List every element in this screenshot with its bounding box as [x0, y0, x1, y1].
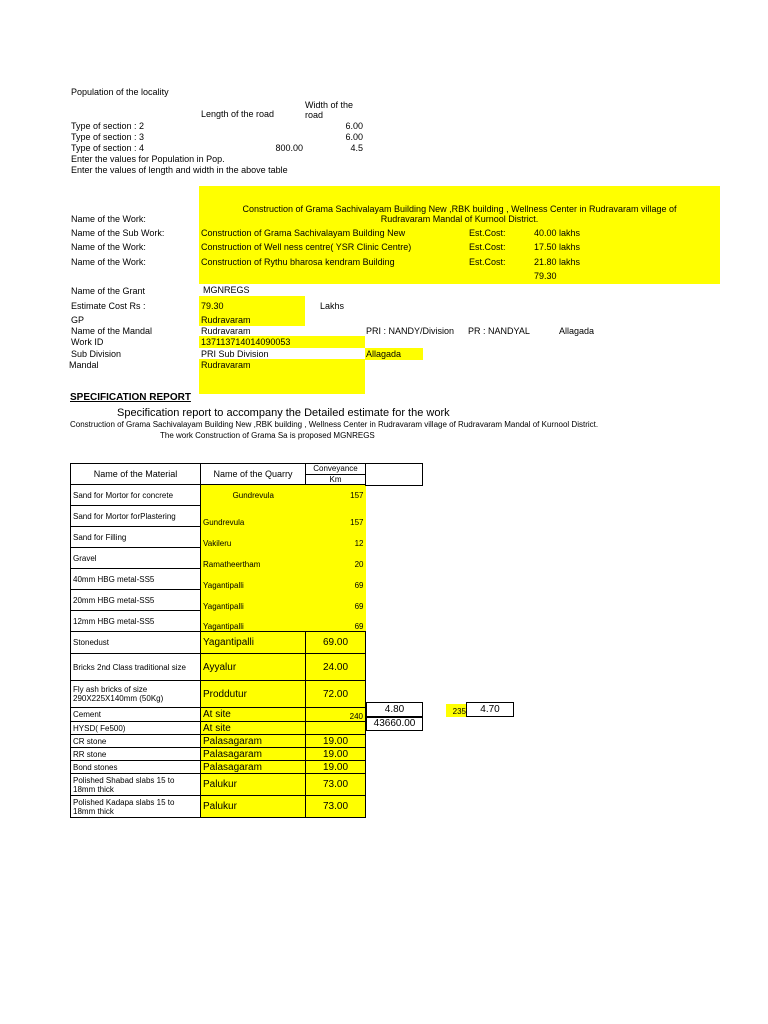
- quarry-name: Ayyalur: [201, 654, 306, 681]
- quarry-name: At site: [201, 708, 306, 722]
- material-name: CR stone: [71, 735, 201, 748]
- table-row: [71, 748, 366, 761]
- conveyance-km: [306, 722, 366, 735]
- est-cost-value: 17.50 lakhs: [534, 242, 581, 252]
- sub-work-label: Name of the Sub Work:: [71, 228, 165, 238]
- material-name: RR stone: [71, 748, 201, 761]
- sub-work-name: Construction of Grama Sachivalayam Building New: [201, 228, 406, 238]
- col-material-header: Name of the Material: [71, 464, 201, 485]
- conveyance-header-extension: [365, 463, 423, 486]
- material-name: Sand for Mortor for concrete: [71, 485, 201, 506]
- section-label: Type of section : 4: [71, 143, 145, 153]
- quarry-name: Palukur: [201, 796, 306, 818]
- quarry-name: Yagantipalli: [201, 611, 306, 632]
- estimate-label: Estimate Cost Rs :: [71, 301, 146, 311]
- cement-secondary-km: 235: [446, 704, 466, 717]
- sub-work-name: Construction of Rythu bharosa kendram Building: [201, 257, 395, 267]
- conveyance-km: 19.00: [306, 748, 366, 761]
- material-name: Sand for Mortor forPlastering: [71, 506, 201, 527]
- quarry-name: At site: [201, 722, 306, 735]
- mandal-value: Rudravaram: [201, 360, 251, 370]
- sub-work-name: Construction of Well ness centre( YSR Clinic Centre): [201, 242, 412, 252]
- cement-secondary-rate-box: 4.70: [466, 702, 514, 717]
- hysd-rate-box: 43660.00: [366, 717, 423, 731]
- mandal-name-value: Rudravaram: [201, 326, 251, 336]
- materials-table: [70, 463, 366, 818]
- material-name: 20mm HBG metal-SS5: [71, 590, 201, 611]
- material-name: Fly ash bricks of size 290X225X140mm (50Kg): [71, 681, 201, 708]
- conveyance-km: 73.00: [306, 796, 366, 818]
- col-km-header: Km: [306, 475, 366, 485]
- quarry-name: Palasagaram: [201, 748, 306, 761]
- spec-subtitle: Specification report to accompany the Detailed estimate for the work: [117, 407, 450, 419]
- table-row: [71, 708, 366, 722]
- table-row: [71, 569, 366, 590]
- conveyance-km: 157: [306, 506, 366, 527]
- quarry-name: Gundrevula: [201, 485, 306, 506]
- work-title-line1: Construction of Grama Sachivalayam Building New ,RBK building , Wellness Center in Rudravaram village of: [242, 204, 677, 214]
- grant-value: MGNREGS: [203, 285, 250, 295]
- section-length: 800.00: [275, 143, 303, 153]
- quarry-name: Yagantipalli: [201, 569, 306, 590]
- estimate-value: 79.30: [201, 301, 224, 311]
- sub-work-label: Name of the Work:: [71, 257, 146, 267]
- quarry-name: Yagantipalli: [201, 632, 306, 654]
- spec-heading: SPECIFICATION REPORT: [70, 392, 191, 403]
- est-cost-label: Est.Cost:: [469, 242, 506, 252]
- table-row: [71, 506, 366, 527]
- est-cost-value: 40.00 lakhs: [534, 228, 581, 238]
- material-name: Sand for Filling: [71, 527, 201, 548]
- note-length-width: Enter the values of length and width in the above table: [71, 165, 288, 175]
- conveyance-km: 157: [306, 485, 366, 506]
- sub-work-label: Name of the Work:: [71, 242, 146, 252]
- width-header: Width of the road: [305, 100, 354, 120]
- material-name: Gravel: [71, 548, 201, 569]
- pri-division: PRI : NANDY/Division: [366, 326, 455, 336]
- table-row: [71, 774, 366, 796]
- table-row: [71, 590, 366, 611]
- grant-label: Name of the Grant: [71, 286, 146, 296]
- sub-division-label: Sub Division: [71, 349, 122, 359]
- section-width: 6.00: [345, 132, 363, 142]
- quarry-name: Yagantipalli: [201, 590, 306, 611]
- sub-division-place: Allagada: [366, 349, 402, 359]
- table-row: [71, 735, 366, 748]
- mandal-label: Mandal: [69, 360, 99, 370]
- quarry-name: Palasagaram: [201, 761, 306, 774]
- col-conveyance-header: Conveyance: [306, 464, 366, 475]
- section-width: 6.00: [345, 121, 363, 131]
- lakhs-label: Lakhs: [320, 301, 345, 311]
- conveyance-km: 19.00: [306, 735, 366, 748]
- section-label: Type of section : 3: [71, 132, 145, 142]
- conveyance-km: 24.00: [306, 654, 366, 681]
- conveyance-km: 19.00: [306, 761, 366, 774]
- material-name: 40mm HBG metal-SS5: [71, 569, 201, 590]
- total-cost: 79.30: [534, 271, 557, 281]
- section-label: Type of section : 2: [71, 121, 145, 131]
- conveyance-km: 12: [306, 527, 366, 548]
- conveyance-km: 72.00: [306, 681, 366, 708]
- table-row: [71, 485, 366, 506]
- table-row: [71, 681, 366, 708]
- table-row: [71, 761, 366, 774]
- material-name: Bond stones: [71, 761, 201, 774]
- section-width: 4.5: [350, 143, 363, 153]
- conveyance-km: 69: [306, 569, 366, 590]
- table-row: [71, 632, 366, 654]
- quarry-name: Palasagaram: [201, 735, 306, 748]
- est-cost-label: Est.Cost:: [469, 257, 506, 267]
- conveyance-km: 69: [306, 611, 366, 632]
- material-name: Polished Shabad slabs 15 to 18mm thick: [71, 774, 201, 796]
- table-row: [71, 527, 366, 548]
- table-row: [71, 796, 366, 818]
- material-name: Polished Kadapa slabs 15 to 18mm thick: [71, 796, 201, 818]
- material-name: Stonedust: [71, 632, 201, 654]
- est-cost-value: 21.80 lakhs: [534, 257, 581, 267]
- table-row: [71, 611, 366, 632]
- work-id-label: Work ID: [71, 337, 104, 347]
- quarry-name: Palukur: [201, 774, 306, 796]
- quarry-name: Vakileru: [201, 527, 306, 548]
- spec-proposed-line: The work Construction of Grama Sa is proposed MGNREGS: [160, 431, 375, 440]
- work-id-value: 137113714014090053: [201, 337, 291, 347]
- table-row: [71, 654, 366, 681]
- table-row: [71, 722, 366, 735]
- gp-value: Rudravaram: [201, 315, 251, 325]
- quarry-name: Ramatheertham: [201, 548, 306, 569]
- cement-rate-box: 4.80: [366, 702, 423, 717]
- pr-nandyal: PR : NANDYAL: [468, 326, 530, 336]
- work-title-line2: Rudravaram Mandal of Kurnool District.: [380, 214, 539, 224]
- table-row: [71, 548, 366, 569]
- conveyance-km: 20: [306, 548, 366, 569]
- work-label: Name of the Work:: [71, 214, 146, 224]
- spec-work-line: Construction of Grama Sachivalayam Building New ,RBK building , Wellness Center in Rudravaram village of Rudravaram Mandal of Kurnool District.: [70, 420, 599, 429]
- material-name: 12mm HBG metal-SS5: [71, 611, 201, 632]
- length-header: Length of the road: [201, 109, 275, 119]
- est-cost-label: Est.Cost:: [469, 228, 506, 238]
- quarry-name: Gundrevula: [201, 506, 306, 527]
- material-name: Cement: [71, 708, 201, 722]
- note-population: Enter the values for Population in Pop.: [71, 154, 225, 164]
- conveyance-km: 73.00: [306, 774, 366, 796]
- gp-label: GP: [71, 315, 85, 325]
- conveyance-km: 69: [306, 590, 366, 611]
- quarry-name: Proddutur: [201, 681, 306, 708]
- population-label: Population of the locality: [71, 87, 169, 97]
- material-name: HYSD( Fe500): [71, 722, 201, 735]
- material-name: Bricks 2nd Class traditional size: [71, 654, 201, 681]
- conveyance-km: 240: [306, 708, 366, 722]
- mandal-name-label: Name of the Mandal: [71, 326, 153, 336]
- sub-division-value: PRI Sub Division: [201, 349, 269, 359]
- col-quarry-header: Name of the Quarry: [201, 464, 306, 485]
- allagada-label: Allagada: [559, 326, 595, 336]
- conveyance-km: 69.00: [306, 632, 366, 654]
